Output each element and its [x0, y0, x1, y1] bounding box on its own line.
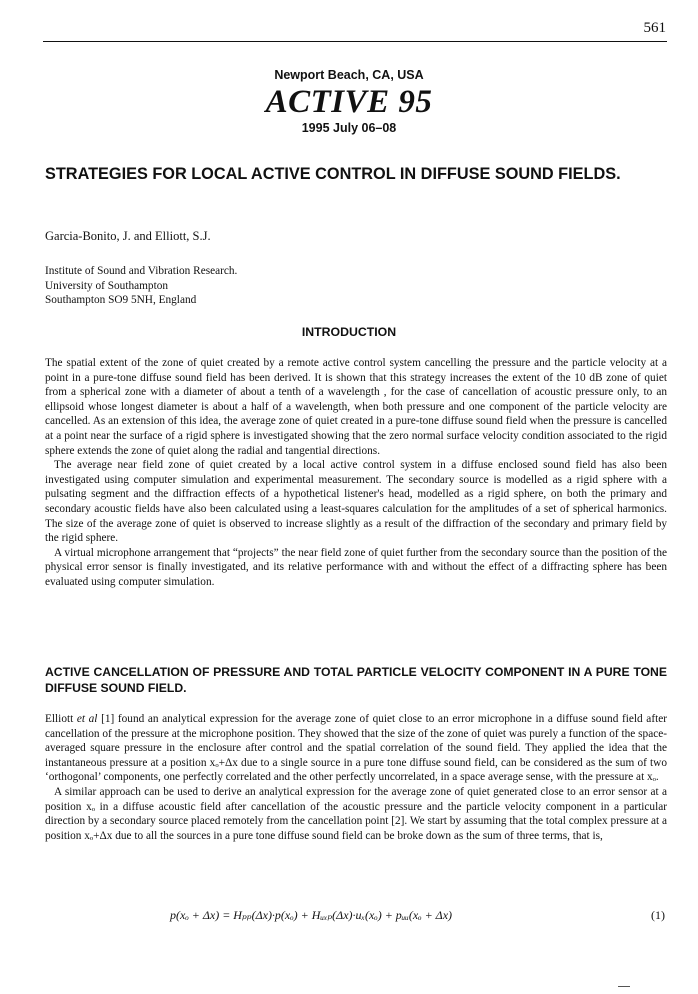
paragraph [45, 712, 667, 785]
paragraph: The average near field zone of quiet created by a local active control system in a diffuse enclosed sound field has also been investigated using computer simulation and experimental measurement. The secondary source is modelled as a rigid sphere with a pulsating segment and the diffraction effects of a hypothetical listener's head, modelled as a rigid sphere, on both the primary and secondary acoustic fields have also been calculated using a least-squares calculation for the amplitudes of a set of spherical harmonics. The size of the average zone of quiet is observed to increase slightly as a result of the diffraction of the secondary and primary field by the rigid sphere. [45, 459, 667, 545]
conference-name: ACTIVE 95 [265, 84, 433, 120]
section-heading-introduction: INTRODUCTION [301, 325, 397, 339]
header-rule [43, 41, 667, 42]
introduction-body [45, 356, 667, 590]
equation-number: (1) [651, 908, 665, 922]
authors: Garcia-Bonito, J. and Elliott, S.J. [45, 229, 211, 243]
conference-date: 1995 July 06–08 [301, 121, 397, 135]
paragraph-text: [1] found an analytical expression for the average zone of quiet close to an error microphone in a diffuse sound field after cancellation of the pressure at the microphone position. They showed that the size of the zone of quiet was purely a function of the space-averaged square pressure in the enclosure after control and the spatial correlation of the sound field. They applied the idea that the instantaneous pressure at a position xₒ+Δx due to a single source in a pure tone diffuse sound field, can be considered as the sum of two ‘orthogonal’ components, one perfectly correlated and the other perfectly uncorrelated, in a space average sense, with the pressure at xₒ. [45, 713, 667, 784]
affiliation [45, 264, 237, 308]
affiliation-line: Southampton SO9 5NH, England [45, 294, 197, 307]
citation-etal: et al [76, 713, 98, 725]
paragraph: The spatial extent of the zone of quiet created by a remote active control system cancelling the pressure and the particle velocity at a point in a pure-tone diffuse sound field has been derived. It is shown that this strategy increases the extent of the 10 dB zone of quiet from a spherical zone with a diameter of about a tenth of a wavelength , for the case of cancellation of acoustic pressure only, to an ellipsoid whose longest diameter is about a half of a wavelength, when both pressure and one component of the particle velocity are cancelled. As an extension of this idea, the average zone of quiet created in a pure-tone diffuse sound field when the pressure is cancelled at a point near the surface of a rigid sphere is investigated showing that the zero normal surface velocity condition associated to the rigid sphere extends the zone of quiet along the radial and tangential directions. [45, 357, 667, 457]
paragraph: A virtual microphone arrangement that “projects” the near field zone of quiet further from the secondary source than the position of the physical error sensor is finally investigated, and its relative performance with and without the effect of a diffracting sphere has been evaluated using computer simulation. [45, 546, 667, 588]
paragraph-text: Elliott [45, 713, 77, 725]
affiliation-line: Institute of Sound and Vibration Research. [45, 265, 238, 277]
paragraph: A similar approach can be used to derive an analytical expression for the average zone of quiet generated close to an error sensor at a position xₒ in a diffuse acoustic field after cancellation of the acoustic pressure and the particle velocity component in a particular direction by a secondary source placed remotely from the cancellation point [2]. We start by assuming that the total complex pressure at a position xₒ+Δx due to all the sources in a pure tone diffuse sound field can be broke down as the sum of three terms, that is, [45, 785, 667, 842]
footer-mark [618, 986, 630, 987]
equation: p(xₒ + Δx) = Hₚₚ(Δx)·p(xₒ) + Hᵤₓₚ(Δx)·uₓ(xₒ) + pᵤᵤ(xₒ + Δx) [170, 908, 453, 922]
conference-location: Newport Beach, CA, USA [274, 68, 424, 82]
page-number: 561 [643, 20, 666, 36]
affiliation-line: University of Southampton [45, 279, 169, 292]
paper-title: STRATEGIES FOR LOCAL ACTIVE CONTROL IN DIFFUSE SOUND FIELDS. [45, 165, 621, 183]
active-cancellation-body [45, 712, 667, 843]
section-heading-active-cancellation: ACTIVE CANCELLATION OF PRESSURE AND TOTAL PARTICLE VELOCITY COMPONENT IN A PURE TONE DIFFUSE SOUND FIELD. [45, 665, 667, 695]
